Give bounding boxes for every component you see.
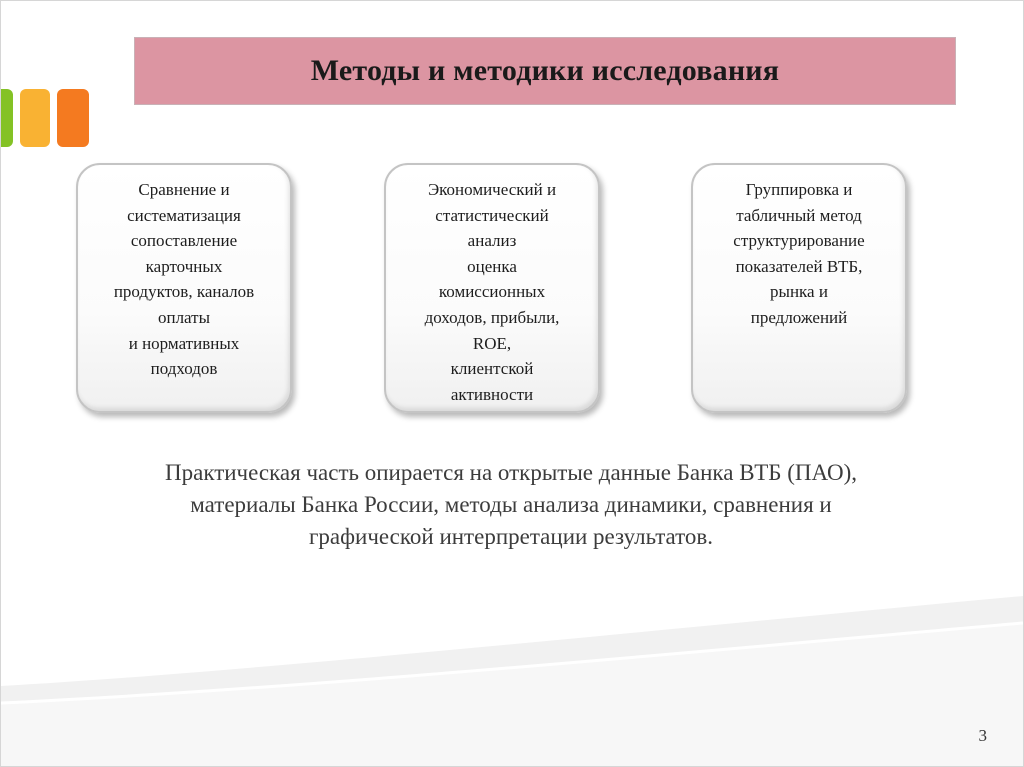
card-line: показателей ВТБ, xyxy=(735,256,863,276)
summary-line: материалы Банка России, методы анализа динамики, сравнения и xyxy=(190,492,832,517)
card-line: предложений xyxy=(750,307,848,327)
card-line: ROE, xyxy=(472,333,512,353)
card-line: систематизация xyxy=(127,205,241,225)
card-line: Экономический и xyxy=(427,180,557,199)
card-line: карточных xyxy=(145,256,223,276)
method-card-comparison xyxy=(76,163,292,413)
card-line: оплаты xyxy=(157,307,211,327)
card-line: анализ xyxy=(467,231,517,251)
summary-line: Практическая часть опирается на открытые данные Банка ВТБ (ПАО), xyxy=(165,460,857,485)
slide-title: Методы и методики исследования xyxy=(310,54,780,87)
method-card-grouping xyxy=(691,163,907,413)
card-line: и нормативных xyxy=(128,333,240,353)
card-line: подходов xyxy=(150,359,218,379)
card-line: сопоставление xyxy=(130,231,238,251)
card-line: продуктов, каналов xyxy=(113,282,255,302)
page-number: 3 xyxy=(978,726,987,745)
card-line: комиссионных xyxy=(438,282,546,302)
decorative-wave xyxy=(1,591,1023,766)
card-line: Группировка и xyxy=(745,180,853,199)
card-line: статистический xyxy=(435,205,549,225)
decor-bar-yellow xyxy=(20,89,50,147)
decor-bar-green xyxy=(0,89,13,147)
card-line: оценка xyxy=(467,256,517,276)
method-card-economic-analysis xyxy=(384,163,600,413)
card-line: рынка и xyxy=(770,282,828,302)
card-line: активности xyxy=(450,384,534,404)
card-line: структурирование xyxy=(733,231,865,251)
card-line: доходов, прибыли, xyxy=(424,307,560,327)
card-line: Сравнение и xyxy=(138,180,230,199)
summary-line: графической интерпретации результатов. xyxy=(308,524,714,549)
title-banner xyxy=(134,37,956,105)
summary-paragraph xyxy=(61,457,961,553)
decor-bar-orange xyxy=(57,89,89,147)
card-line: клиентской xyxy=(450,359,534,379)
card-line: табличный метод xyxy=(736,205,862,225)
